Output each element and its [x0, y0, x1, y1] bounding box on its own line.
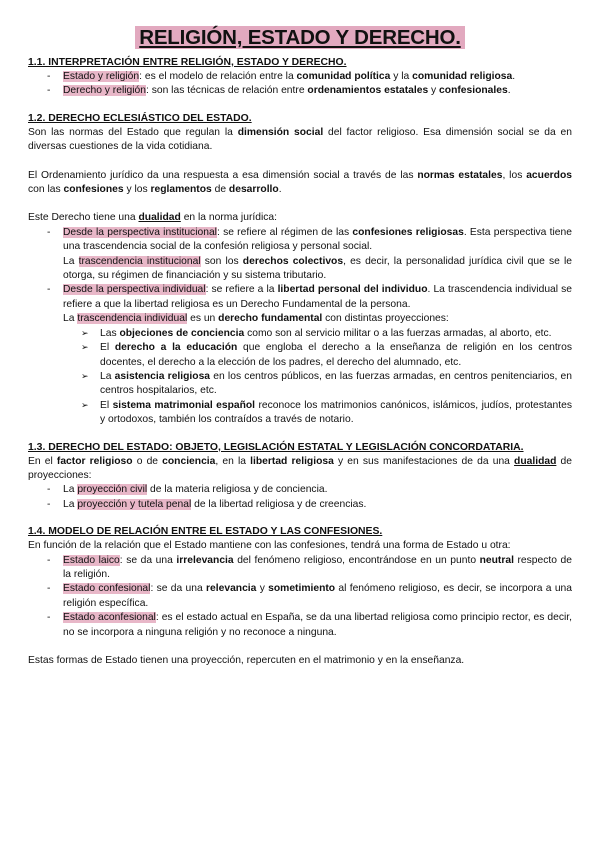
paragraph: Este Derecho tiene una dualidad en la norma jurídica: — [28, 212, 277, 224]
list-1-4 — [28, 554, 572, 640]
list-1-3 — [28, 483, 572, 512]
sub-paragraph: La trascendencia institucional son los derechos colectivos, es decir, la personalidad jurídica civil que se le otorga, su régimen de financiación y su sistema tributario. — [63, 255, 572, 282]
paragraph: En el factor religioso o de conciencia, en la libertad religiosa y en sus manifestaciones de da una dualidad de proyecciones: — [28, 455, 572, 481]
paragraph: Son las normas del Estado que regulan la dimensión social del factor religioso. Esa dimensión social se da en diversas cuestiones de la vida cotidiana. — [28, 126, 572, 153]
arrow-item: ➢ Las objeciones de conciencia como son al servicio militar o a las fuerzas armadas, al aborto, etc. — [63, 327, 572, 341]
paragraph: El Ordenamiento jurídico da una respuesta a esa dimensión social a través de las normas estatales, los acuerdos con las confesiones y los reglamentos de desarrollo. — [28, 169, 572, 196]
arrow-list — [63, 327, 572, 428]
arrow-item: ➢ El derecho a la educación que engloba el derecho a la enseñanza de religión en los centros docentes, el derecho a la elección de los padres, el derecho del alumnado, etc. — [63, 341, 572, 370]
list-item: - Estado aconfesional: es el estado actual en España, se da una libertad religiosa como principio rector, es decir, no se incorpora a ninguna religión y no reconoce a ninguna. — [28, 611, 572, 640]
section-heading-1-3: 1.3. DERECHO DEL ESTADO: OBJETO, LEGISLACIÓN ESTATAL Y LEGISLACIÓN CONCORDATARIA. — [28, 441, 524, 453]
paragraph: Estas formas de Estado tienen una proyección, repercuten en el matrimonio y en la enseñanza. — [28, 655, 465, 666]
sub-paragraph: La trascendencia individual es un derecho fundamental con distintas proyecciones: — [63, 313, 449, 325]
list-1-2 — [28, 226, 572, 428]
list-item: - Estado confesional: se da una relevancia y sometimiento al fenómeno religioso, es decir, se incorpora a una religión específica. — [28, 582, 572, 611]
section-heading-1-4: 1.4. MODELO DE RELACIÓN ENTRE EL ESTADO Y LAS CONFESIONES. — [28, 526, 383, 538]
arrow-item: ➢ El sistema matrimonial español reconoce los matrimonios canónicos, islámicos, judíos, protestantes y ortodoxos, también los contraídos a través de notario. — [63, 399, 572, 428]
list-item: - Derecho y religión: son las técnicas de relación entre ordenamientos estatales y confesionales. — [28, 84, 572, 98]
document-title: RELIGIÓN, ESTADO Y DERECHO. — [28, 26, 572, 50]
list-item: - Desde la perspectiva individual: se refiere a la libertad personal del individuo. La trascendencia individual se refiere a que la libertad religiosa es un Derecho Fundamental de la persona. La trascendencia individual es un derecho fundamental con distintas proyecciones: ➢ Las objeciones de conciencia como son al servicio militar o a las fuerzas armadas, al aborto, etc. ➢ El derecho a la educación que engloba el derecho a la enseñanza de religión en los centros docentes, el derecho a la elección de los padres, el derecho del alumnado, etc. ➢ La asistencia religiosa en los centros públicos, en las fuerzas armadas, en centros penitenciarios, en centros hospitalarios, etc. ➢ El sistema matrimonial español reconoce los matrimonios canónicos, islámicos, judíos, protestantes y ortodoxos, también los contraídos a través de notario. — [28, 283, 572, 427]
list-item: - La proyección civil de la materia religiosa y de conciencia. — [28, 483, 572, 497]
list-item: - La proyección y tutela penal de la libertad religiosa y de creencias. — [28, 498, 572, 512]
list-1-1 — [28, 70, 572, 99]
section-heading-1-1: 1.1. INTERPRETACIÓN ENTRE RELIGIÓN, ESTADO Y DERECHO. — [28, 57, 347, 68]
list-item: - Desde la perspectiva institucional: se refiere al régimen de las confesiones religiosas. Esta perspectiva tiene una trascendencia social de la confesión religiosa y personal social. La trascendencia institucional son los derechos colectivos, es decir, la personalidad jurídica civil que se le otorga, su régimen de financiación y su sistema tributario. — [28, 226, 572, 284]
list-item: - Estado laico: se da una irrelevancia del fenómeno religioso, encontrándose en un punto neutral respecto de la religión. — [28, 554, 572, 583]
section-heading-1-2: 1.2. DERECHO ECLESIÁSTICO DEL ESTADO. — [28, 112, 252, 124]
arrow-item: ➢ La asistencia religiosa en los centros públicos, en las fuerzas armadas, en centros penitenciarios, en centros hospitalarios, etc. — [63, 370, 572, 399]
paragraph: En función de la relación que el Estado mantiene con las confesiones, tendrá una forma de Estado u otra: — [28, 540, 511, 552]
list-item: - Estado y religión: es el modelo de relación entre la comunidad política y la comunidad religiosa. — [28, 70, 572, 84]
